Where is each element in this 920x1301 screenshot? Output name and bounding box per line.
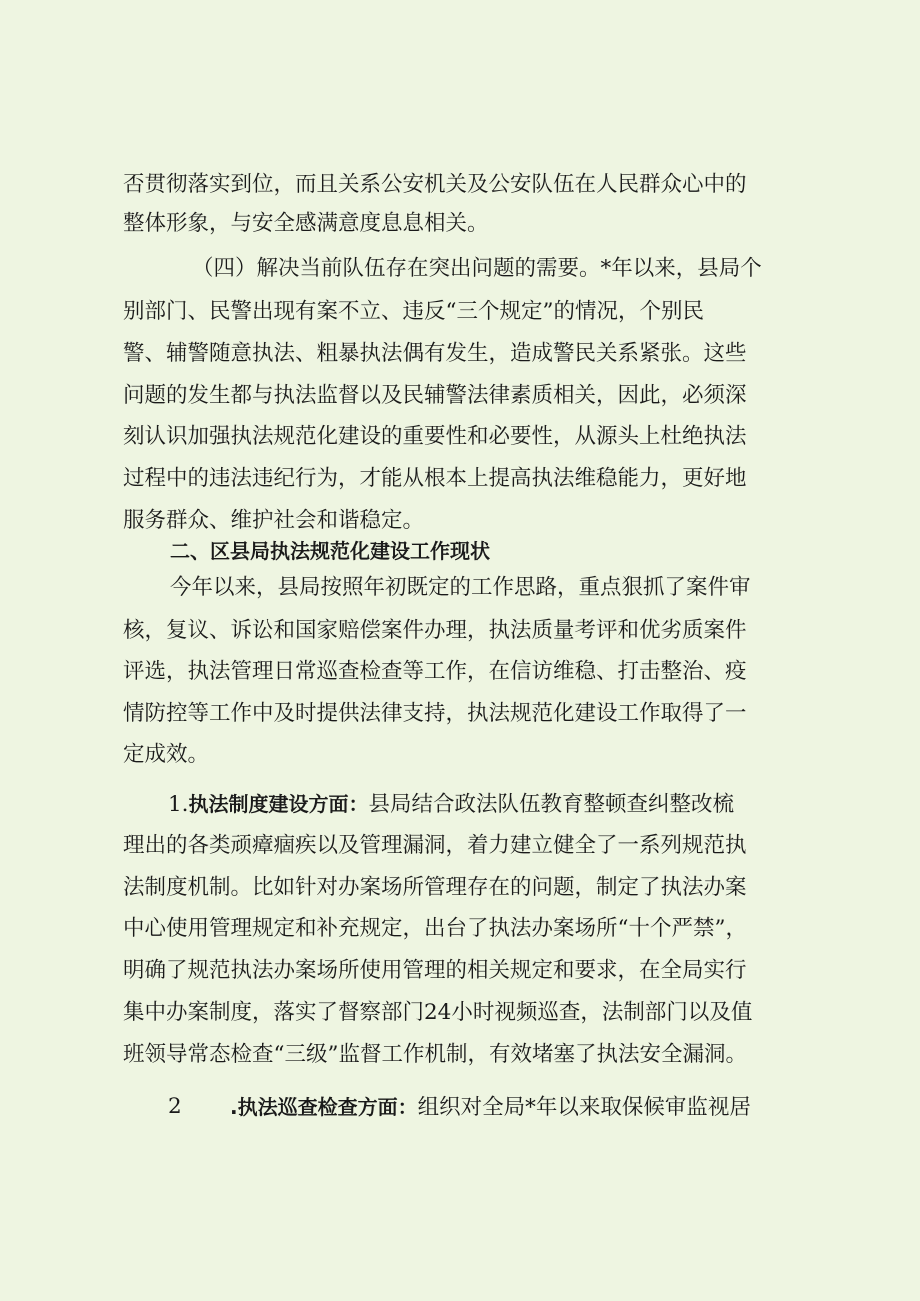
paragraph-line: 明确了规范执法办案场所使用管理的相关规定和要求，在全局实行 [123, 958, 747, 983]
paragraph-line: 法制度机制。比如针对办案场所管理存在的问题，制定了执法办案 [123, 875, 747, 900]
list-item-first-line [230, 1092, 751, 1123]
paragraph-line: 过程中的违法违纪行为，才能从根本上提高执法维稳能力，更好地 [123, 466, 747, 491]
list-item-text: 组织对全局*年以来取保候审监视居 [417, 1095, 751, 1120]
paragraph-line: 核，复议、诉讼和国家赔偿案件办理，执法质量考评和优劣质案件 [123, 618, 747, 643]
paragraph-line: 定成效。 [123, 742, 210, 767]
paragraph-line: 理出的各类顽瘴痼疾以及管理漏洞，着力建立健全了一系列规范执 [123, 833, 747, 858]
list-item-title: 执法制度建设方面： [188, 792, 369, 816]
paragraph-line: 中心使用管理规定和补充规定，出台了执法办案场所“十个严禁”， [123, 916, 747, 941]
list-item-first-line [168, 789, 734, 820]
paragraph-line: 警、辅警随意执法、粗暴执法偶有发生，造成警民关系紧张。这些 [123, 341, 747, 366]
paragraph-line: 整体形象，与安全感满意度息息相关。 [123, 211, 489, 236]
paragraph-line: 刻认识加强执法规范化建设的重要性和必要性，从源头上杜绝执法 [123, 424, 747, 449]
paragraph-line: 评选，执法管理日常巡查检查等工作，在信访维稳、打击整治、疫 [123, 659, 747, 684]
paragraph-line: 否贯彻落实到位，而且关系公安机关及公安队伍在人民群众心中的 [123, 172, 747, 197]
list-item-title: .执法巡查检查方面： [230, 1095, 418, 1119]
list-item-number: 1. [168, 792, 189, 817]
list-item-text: 县局结合政法队伍教育整顿查纠整改梳 [368, 792, 735, 817]
paragraph-line: 集中办案制度，落实了督察部门24小时视频巡查，法制部门以及值 [123, 1000, 753, 1025]
paragraph-line: 情防控等工作中及时提供法律支持，执法规范化建设工作取得了一 [123, 701, 747, 726]
section-heading: 二、区县局执法规范化建设工作现状 [170, 539, 490, 563]
paragraph-line: 服务群众、维护社会和谐稳定。 [123, 508, 425, 533]
paragraph-line: 班领导常态检查“三级”监督工作机制，有效堵塞了执法安全漏洞。 [123, 1042, 747, 1067]
list-item-number: 2 [168, 1094, 182, 1119]
paragraph-line: 今年以来，县局按照年初既定的工作思路，重点狠抓了案件审 [170, 575, 751, 600]
paragraph-line: 别部门、民警出现有案不立、违反“三个规定”的情况，个别民 [123, 299, 704, 324]
paragraph-line: （四）解决当前队伍存在突出问题的需要。*年以来，县局个 [192, 256, 762, 281]
paragraph-line: 问题的发生都与执法监督以及民辅警法律素质相关，因此，必须深 [123, 383, 747, 408]
